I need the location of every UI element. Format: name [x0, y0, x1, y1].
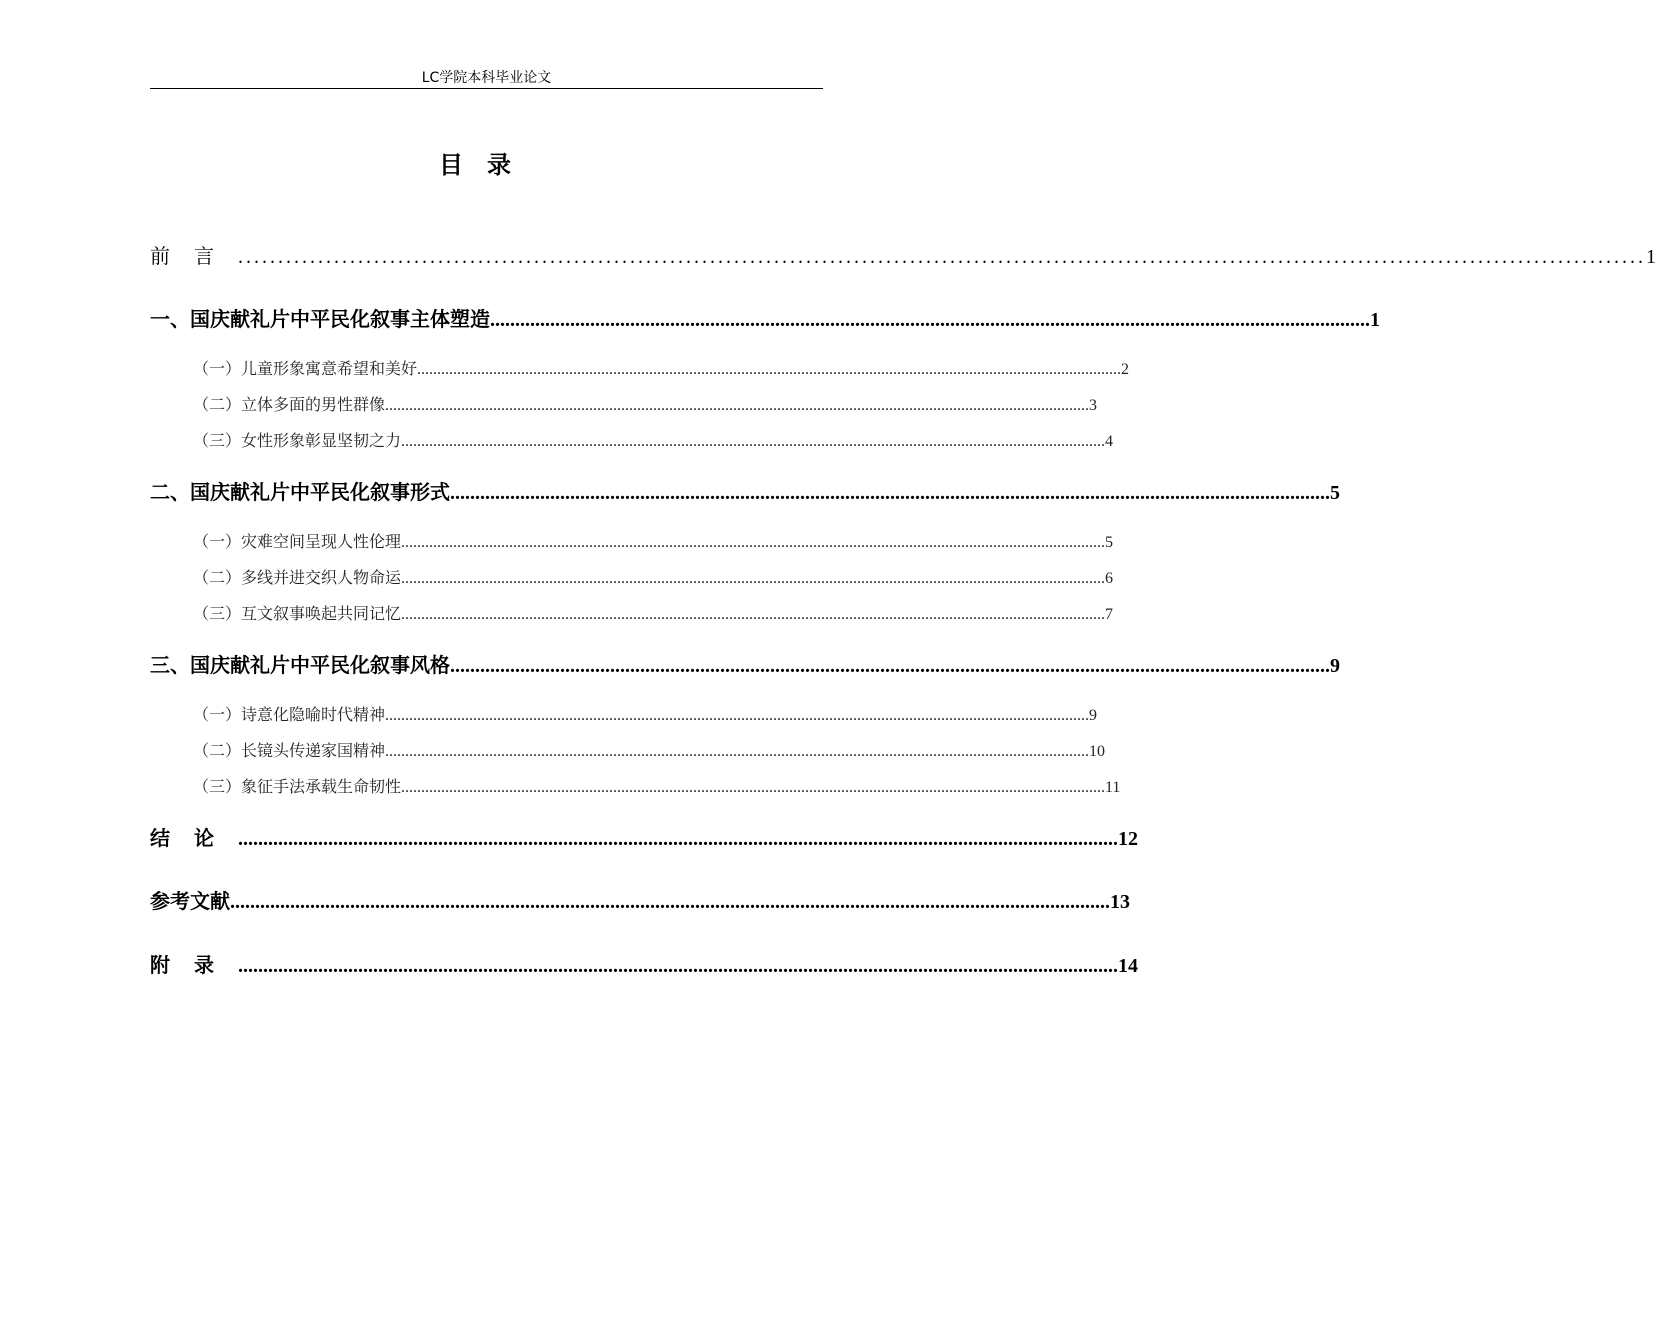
toc-page-number: 3: [1089, 397, 1098, 414]
toc-label: （三）互文叙事唤起共同记忆: [193, 604, 402, 623]
toc-entry-section-2-1[interactable]: [193, 529, 1114, 552]
toc-label: （一）灾难空间呈现人性伦理: [193, 532, 402, 551]
toc-label: （二）立体多面的男性群像: [193, 395, 386, 414]
toc-entry-section-1-2[interactable]: [193, 392, 1098, 415]
toc-page-number: 12: [1118, 828, 1138, 850]
toc-label: 参考文献: [150, 889, 230, 913]
toc-page-number: 2: [1121, 361, 1130, 378]
toc-label: （三）女性形象彰显坚韧之力: [193, 431, 402, 450]
toc-entry-references[interactable]: [150, 885, 1130, 914]
toc-page-number: 9: [1089, 707, 1098, 724]
toc-entry-preface[interactable]: [150, 240, 1656, 269]
toc-entry-section-3-1[interactable]: [193, 702, 1098, 725]
toc-leader-dots: ................................................................................................................................................................................: [238, 828, 1118, 850]
toc-leader-dots: ................................................................................................................................................................................: [385, 743, 1090, 760]
toc-page-number: 6: [1105, 570, 1114, 587]
toc-entry-chapter-1[interactable]: [150, 303, 1380, 332]
toc-label: 前言: [150, 244, 238, 268]
toc-entry-appendix[interactable]: [150, 949, 1138, 978]
toc-leader-dots: ................................................................................................................................................................................: [385, 707, 1090, 724]
toc-page-number: 11: [1105, 779, 1121, 796]
toc-label: 三、国庆献礼片中平民化叙事风格: [150, 653, 450, 677]
page-header: LC学院本科毕业论文: [150, 68, 823, 89]
toc-label: （一）儿童形象寓意希望和美好: [193, 359, 418, 378]
toc-label: 附录: [150, 953, 238, 977]
toc-leader-dots: ................................................................................................................................................................................: [238, 246, 1646, 268]
toc-label: （三）象征手法承载生命韧性: [193, 777, 402, 796]
toc-label: 一、国庆献礼片中平民化叙事主体塑造: [150, 307, 490, 331]
toc-leader-dots: ................................................................................................................................................................................: [450, 482, 1330, 504]
toc-page-number: 4: [1105, 433, 1114, 450]
toc-label: 二、国庆献礼片中平民化叙事形式: [150, 480, 450, 504]
toc-label: 结论: [150, 826, 238, 850]
toc-leader-dots: ................................................................................................................................................................................: [417, 361, 1122, 378]
toc-entry-section-1-3[interactable]: [193, 428, 1114, 451]
toc-leader-dots: ................................................................................................................................................................................: [401, 433, 1106, 450]
toc-leader-dots: ................................................................................................................................................................................: [490, 309, 1370, 331]
toc-leader-dots: ................................................................................................................................................................................: [230, 891, 1110, 913]
toc-entry-section-2-3[interactable]: [193, 601, 1114, 624]
toc-leader-dots: ................................................................................................................................................................................: [401, 779, 1106, 796]
toc-page-number: 9: [1330, 655, 1340, 677]
page-title: 目录: [439, 151, 535, 179]
toc-page-number: 7: [1105, 606, 1114, 623]
toc-page-number: 1: [1370, 309, 1380, 331]
toc-leader-dots: ................................................................................................................................................................................: [238, 955, 1118, 977]
toc-page-number: 10: [1089, 743, 1106, 760]
toc-label: （二）多线并进交织人物命运: [193, 568, 402, 587]
toc-leader-dots: ................................................................................................................................................................................: [450, 655, 1330, 677]
toc-entry-section-2-2[interactable]: [193, 565, 1114, 588]
toc-entry-chapter-3[interactable]: [150, 649, 1340, 678]
toc-entry-conclusion[interactable]: [150, 822, 1138, 851]
toc-page-number: 13: [1110, 891, 1130, 913]
toc-leader-dots: ................................................................................................................................................................................: [401, 606, 1106, 623]
toc-leader-dots: ................................................................................................................................................................................: [401, 534, 1106, 551]
toc-leader-dots: ................................................................................................................................................................................: [401, 570, 1106, 587]
toc-page-number: 14: [1118, 955, 1138, 977]
toc-page-number: 5: [1105, 534, 1114, 551]
toc-entry-section-3-2[interactable]: [193, 738, 1106, 761]
toc-page-number: 5: [1330, 482, 1340, 504]
toc-entry-section-1-1[interactable]: [193, 356, 1130, 379]
toc-label: （二）长镜头传递家国精神: [193, 741, 386, 760]
toc-page-number: 1: [1646, 246, 1656, 268]
toc-leader-dots: ................................................................................................................................................................................: [385, 397, 1090, 414]
toc-entry-chapter-2[interactable]: [150, 476, 1340, 505]
toc-label: （一）诗意化隐喻时代精神: [193, 705, 386, 724]
toc-entry-section-3-3[interactable]: [193, 774, 1121, 797]
